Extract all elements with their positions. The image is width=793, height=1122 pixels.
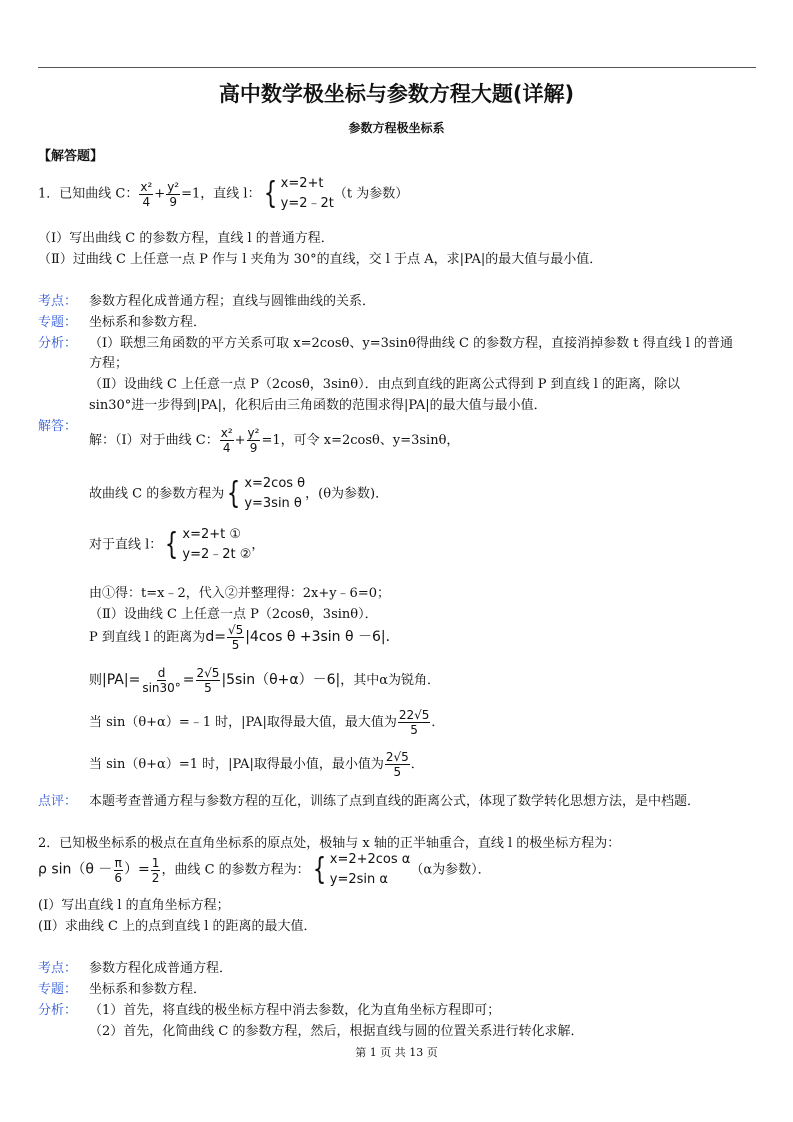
brace-icon: { <box>165 527 179 562</box>
page-footer: 第 1 页 共 13 页 <box>355 1046 438 1059</box>
q2-zhuanti: 坐标系和参数方程． <box>89 982 207 997</box>
sol7-pa: |PA|= <box>102 672 141 688</box>
brace-icon: { <box>227 476 241 511</box>
brace-icon: { <box>263 176 277 211</box>
q1-dianping: 本题考查普通方程与参数方程的互化，训练了点到直线的距离公式，体现了数学转化思想方法，是中档题． <box>89 794 701 809</box>
frac-22sqrt5-5 <box>398 708 431 737</box>
frac-num: √5 <box>227 623 244 637</box>
q1-part1: （Ⅰ）写出曲线 C 的参数方程，直线 l 的普通方程． <box>38 231 334 246</box>
section-heading: 【解答题】 <box>38 149 104 164</box>
frac-num: 1 <box>151 855 160 870</box>
q1-sol2 <box>89 474 388 514</box>
frac-x2-4 <box>139 180 153 209</box>
frac-1-2 <box>151 856 161 885</box>
frac-den: 5 <box>231 638 240 652</box>
sol3-b: ， <box>251 537 265 553</box>
tag-zhuanti: 专题： <box>38 315 78 330</box>
q1-intro-b: =1，直线 l： <box>181 186 261 202</box>
frac-den: 9 <box>169 194 177 209</box>
frac-num: y² <box>247 426 260 440</box>
q1-line-system <box>261 174 334 214</box>
q2-curve-system <box>310 850 411 890</box>
q1-fenxi2b: sin30°进一步得到|PA|，化积后由三角函数的范围求得|PA|的最大值与最小值． <box>89 398 547 413</box>
page-subtitle: 参数方程极坐标系 <box>348 121 445 135</box>
frac-den: 5 <box>204 681 212 695</box>
q1-sol7 <box>89 666 440 695</box>
q2-fenxi1: （1）首先，将直线的极坐标方程中消去参数，化为直角坐标方程即可； <box>89 1003 501 1018</box>
q1-sol6 <box>89 623 400 652</box>
frac-den: 6 <box>114 870 123 885</box>
plus-sign: + <box>234 433 246 448</box>
sol1-a: 解：（Ⅰ）对于曲线 C： <box>89 433 219 448</box>
q1-zhuanti: 坐标系和参数方程． <box>89 315 207 330</box>
q1-kaodian: 参数方程化成普通方程；直线与圆锥曲线的关系． <box>89 294 376 309</box>
frac-den: 5 <box>410 723 418 737</box>
q1-intro-c: （t 为参数） <box>333 186 409 202</box>
q1-sol4: 由①得：t=x﹣2，代入②并整理得：2x+y﹣6=0； <box>89 586 390 601</box>
q1-sol8 <box>89 708 444 737</box>
q2-equation <box>38 850 491 890</box>
sys-row: y=2﹣2t <box>280 196 334 211</box>
sys-row: y=3sin θ <box>244 496 302 511</box>
sys-row: x=2cos θ <box>244 476 306 491</box>
frac-den: 4 <box>142 194 151 209</box>
sol7-c: ，其中α为锐角． <box>340 673 441 688</box>
sol7-a: 则 <box>89 673 103 688</box>
frac-num: π <box>114 855 122 870</box>
frac-pi-6 <box>113 856 123 885</box>
brace-icon: { <box>312 852 326 887</box>
header-rule <box>38 67 756 68</box>
frac-den: 4 <box>222 441 231 455</box>
q1-intro <box>38 174 408 214</box>
q2-eq-b: ）= <box>124 861 150 878</box>
page-title: 高中数学极坐标与参数方程大题(详解) <box>218 82 575 106</box>
q1-part2: （Ⅱ）过曲线 C 上任意一点 P 作与 l 夹角为 30°的直线，交 l 于点 A，求|PA|的最大值与最小值． <box>38 252 603 267</box>
sol3-a: 对于直线 l： <box>89 537 163 553</box>
frac-den: 2 <box>151 870 160 885</box>
sol3-system <box>162 525 251 565</box>
q2-eq-c: ，曲线 C 的参数方程为： <box>161 862 310 878</box>
q1-fenxi1: （Ⅰ）联想三角函数的平方关系可取 x=2cosθ、y=3sinθ得曲线 C 的参数方程，直接消掉参数 t 得直线 l 的普通 <box>89 336 734 351</box>
sys-row: y=2sin α <box>329 872 388 887</box>
sol8-b: ． <box>431 715 445 730</box>
frac-num: 2√5 <box>196 666 220 680</box>
sol2-system <box>224 474 305 514</box>
sys-row: y=2﹣2t ② <box>182 547 252 562</box>
q1-fenxi1b: 方程； <box>89 356 129 371</box>
sol6-a: P 到直线 l 的距离为 <box>89 630 206 645</box>
q1-sol1 <box>89 426 459 455</box>
sol7-eq: = <box>182 672 195 688</box>
frac-den: 5 <box>393 765 402 779</box>
frac-sqrt5-5 <box>227 623 244 652</box>
q1-sol5: （Ⅱ）设曲线 C 上任意一点 P（2cosθ，3sinθ）． <box>89 607 378 622</box>
tag-jieda: 解答： <box>38 419 78 434</box>
q2-kaodian: 参数方程化成普通方程． <box>89 961 233 976</box>
frac-num: d <box>157 666 166 680</box>
sol9-a: 当 sin（θ+α）=1 时，|PA|取得最小值，最小值为 <box>89 757 384 772</box>
q1-fenxi2: （Ⅱ）设曲线 C 上任意一点 P（2cosθ，3sinθ）．由点到直线的距离公式得到 P 到直线 l 的距离，除以 <box>89 377 681 392</box>
sol6-d: d= <box>205 629 226 645</box>
frac-num: x² <box>140 179 153 194</box>
q2-eq-a: ρ sin（θ － <box>38 861 113 878</box>
q1-intro-a: 1．已知曲线 C： <box>38 186 139 202</box>
frac-den: 9 <box>249 441 258 455</box>
frac-den: sin30° <box>142 681 181 695</box>
tag-kaodian: 考点： <box>38 294 78 309</box>
frac-num: 22√5 <box>398 708 430 722</box>
q1-sol9 <box>89 750 424 779</box>
q2-part1: (I）写出直线 l 的直角坐标方程； <box>38 898 230 913</box>
sol2-a: 故曲线 C 的参数方程为 <box>89 486 225 502</box>
q2-intro: 2．已知极坐标系的极点在直角坐标系的原点处，极轴与 x 轴的正半轴重合，直线 l 的极坐标方程为： <box>38 836 621 851</box>
sys-row: x=2+2cos α <box>329 852 411 867</box>
sol7-b: |5sin（θ+α）－6| <box>221 672 341 688</box>
q1-sol3 <box>89 525 264 565</box>
frac-num: y² <box>167 179 180 194</box>
sol6-b: |4cos θ +3sin θ －6|． <box>245 629 400 645</box>
q2-fenxi2: （2）首先，化简曲线 C 的参数方程，然后，根据直线与圆的位置关系进行转化求解． <box>89 1024 584 1039</box>
frac-2sqrt5-5 <box>196 666 221 695</box>
tag-zhuanti: 专题： <box>38 982 78 997</box>
plus-sign: + <box>154 186 166 202</box>
frac-num: x² <box>220 426 233 440</box>
frac-d-sin30 <box>141 666 181 695</box>
frac-num: 2√5 <box>385 750 409 764</box>
sol9-b: ． <box>410 757 424 772</box>
sys-row: x=2+t <box>280 176 324 191</box>
frac-2sqrt5-5 <box>385 750 410 779</box>
frac-y2-9 <box>247 426 261 455</box>
tag-kaodian: 考点： <box>38 961 78 976</box>
q2-part2: (Ⅱ）求曲线 C 上的点到直线 l 的距离的最大值． <box>38 919 317 934</box>
sys-row: x=2+t ① <box>182 527 242 542</box>
tag-dianping: 点评： <box>38 794 78 809</box>
tag-fenxi: 分析： <box>38 336 78 351</box>
tag-fenxi: 分析： <box>38 1003 78 1018</box>
sol2-b: ，(θ为参数)． <box>305 486 389 502</box>
sol1-b: =1，可令 x=2cosθ、y=3sinθ， <box>261 433 460 448</box>
frac-y2-9 <box>166 180 180 209</box>
q2-eq-d: （α为参数）． <box>410 862 491 878</box>
sol8-a: 当 sin（θ+α）=﹣1 时，|PA|取得最大值，最大值为 <box>89 715 397 730</box>
frac-x2-4 <box>220 426 234 455</box>
